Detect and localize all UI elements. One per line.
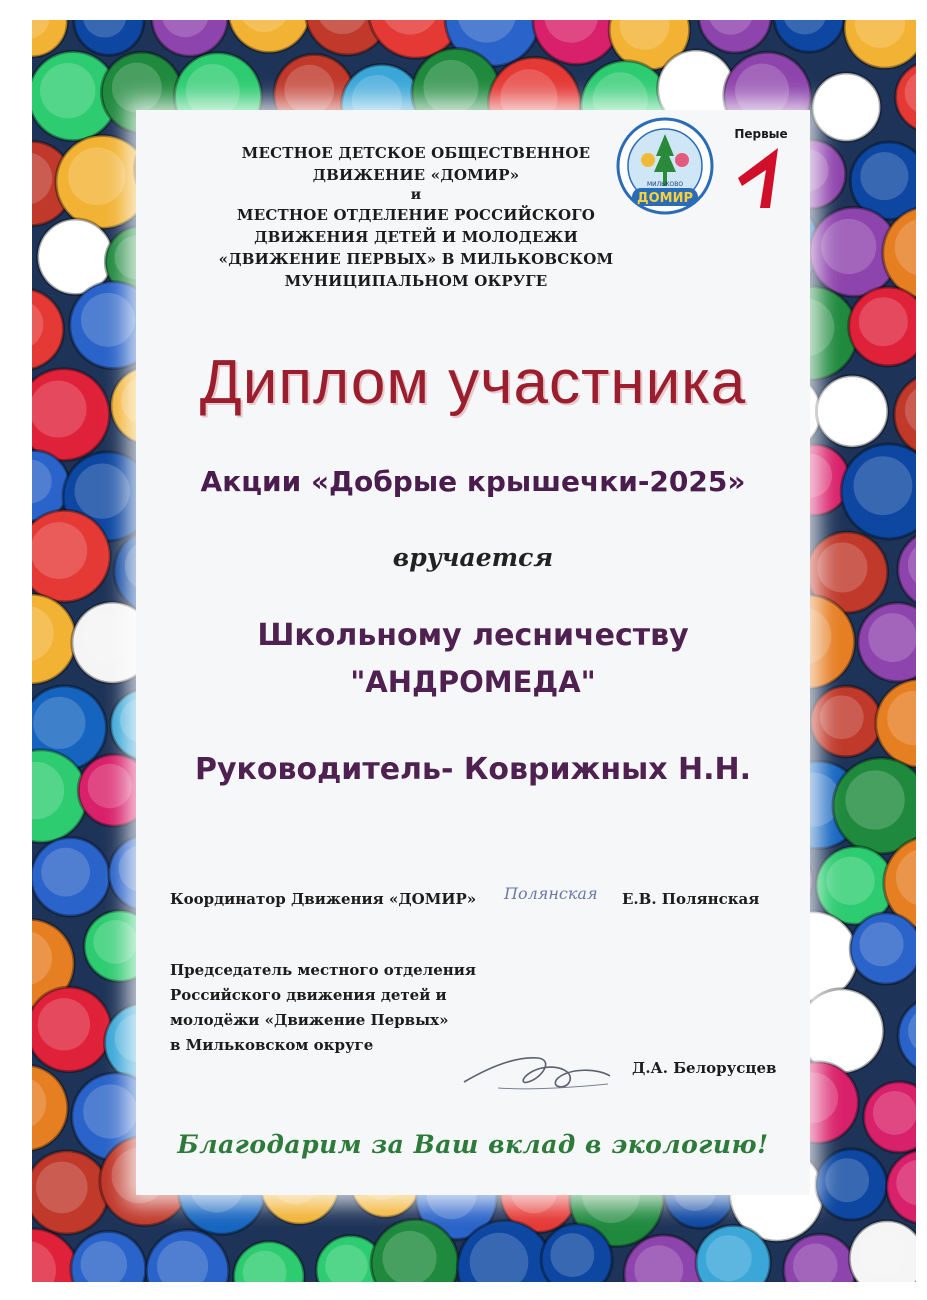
recipient-organization: "АНДРОМЕДА" xyxy=(350,665,596,699)
bottle-cap-highlight xyxy=(860,152,908,200)
bottle-cap-highlight xyxy=(75,463,130,518)
organizer-line: МЕСТНОЕ ОТДЕЛЕНИЕ РОССИЙСКОГО xyxy=(236,206,596,224)
bottle-cap-highlight xyxy=(826,857,874,905)
organizer-conjunction: и xyxy=(410,187,422,203)
bottle-cap-highlight xyxy=(820,695,864,739)
bottle-cap-highlight xyxy=(112,63,162,113)
bottle-cap-highlight xyxy=(854,456,913,515)
pervye-logo-label: Первые xyxy=(734,127,788,141)
bottle-cap-highlight xyxy=(868,613,916,662)
bottle-cap-highlight xyxy=(423,60,478,115)
chair-role-line: молодёжи «Движение Первых» xyxy=(170,1011,449,1029)
bottle-cap-highlight xyxy=(36,1162,88,1214)
chair-role-line: Председатель местного отделения xyxy=(170,961,476,979)
bottle-cap-highlight xyxy=(284,65,334,115)
leader-name: Руководитель- Коврижных Н.Н. xyxy=(194,752,752,787)
organizer-line: ДВИЖЕНИЕ «ДОМИР» xyxy=(312,166,520,184)
diploma-title: Диплом участника xyxy=(199,348,747,417)
bottle-cap-highlight xyxy=(873,1091,916,1135)
bottle-cap-highlight xyxy=(550,1233,594,1277)
bottle-cap-highlight xyxy=(82,613,132,663)
page-edge xyxy=(916,0,927,1300)
bottle-cap-highlight xyxy=(826,385,870,429)
bottle-cap-highlight xyxy=(859,1231,906,1278)
bottle-cap-highlight xyxy=(33,697,85,749)
coordinator-role: Координатор Движения «ДОМИР» xyxy=(170,890,477,908)
thanks-footer: Благодарим за Ваш вклад в экологию! xyxy=(177,1130,769,1159)
coordinator-handwritten-signature: Полянская xyxy=(504,884,598,903)
bottle-cap-highlight xyxy=(68,147,126,205)
bottle-cap-highlight xyxy=(40,63,95,118)
domir-logo-place: МИЛЬКОВО xyxy=(646,181,684,188)
bottle-cap-highlight xyxy=(810,1000,862,1052)
chair-role-line: Российского движения детей и xyxy=(170,986,447,1004)
recipient-name: Школьному лесничеству xyxy=(257,618,689,653)
certificate-panel xyxy=(136,110,810,1195)
domir-emblem-icon xyxy=(612,116,718,218)
bottle-cap-highlight xyxy=(845,770,904,829)
pervye-logo-icon xyxy=(728,120,794,212)
bottle-cap-highlight xyxy=(825,1158,869,1202)
domir-logo-text: ДОМИР xyxy=(637,191,693,206)
bottle-cap-highlight xyxy=(41,848,90,897)
bottle-cap-highlight xyxy=(83,1084,137,1138)
chair-name: Д.А. Белорусцев xyxy=(632,1059,777,1077)
bottle-cap-highlight xyxy=(32,381,87,438)
coordinator-name: Е.В. Полянская xyxy=(622,890,760,908)
bottle-cap-highlight xyxy=(81,293,135,347)
bottle-cap-highlight xyxy=(859,297,908,346)
organizer-line: «ДВИЖЕНИЕ ПЕРВЫХ» В МИЛЬКОВСКОМ xyxy=(218,250,614,268)
bottle-cap-highlight xyxy=(38,998,90,1050)
bottle-cap-highlight xyxy=(32,522,87,579)
bottle-cap-highlight xyxy=(88,764,132,808)
organizer-line: МЕСТНОЕ ДЕТСКОЕ ОБЩЕСТВЕННОЕ xyxy=(241,144,591,162)
bottle-cap-highlight xyxy=(47,229,94,276)
chair-role xyxy=(170,958,476,1058)
bottle-cap-highlight xyxy=(706,1235,752,1281)
organizer-line: МУНИЦИПАЛЬНОМ ОКРУГЕ xyxy=(284,272,548,290)
chair-role-line: в Мильковском округе xyxy=(170,1036,374,1054)
awarded-to-label: вручается xyxy=(392,543,554,572)
event-name: Акции «Добрые крышечки-2025» xyxy=(200,465,746,498)
bottle-cap-highlight xyxy=(859,922,903,966)
bottle-cap-highlight xyxy=(93,920,137,964)
bottle-cap-highlight xyxy=(821,82,863,124)
organizer-line: ДВИЖЕНИЯ ДЕТЕЙ И МОЛОДЕЖИ xyxy=(254,228,578,246)
chair-signature-icon xyxy=(458,1038,618,1094)
bottle-cap-highlight xyxy=(668,60,716,108)
bottle-cap-highlight xyxy=(817,542,867,592)
bottle-cap-highlight xyxy=(821,219,876,274)
